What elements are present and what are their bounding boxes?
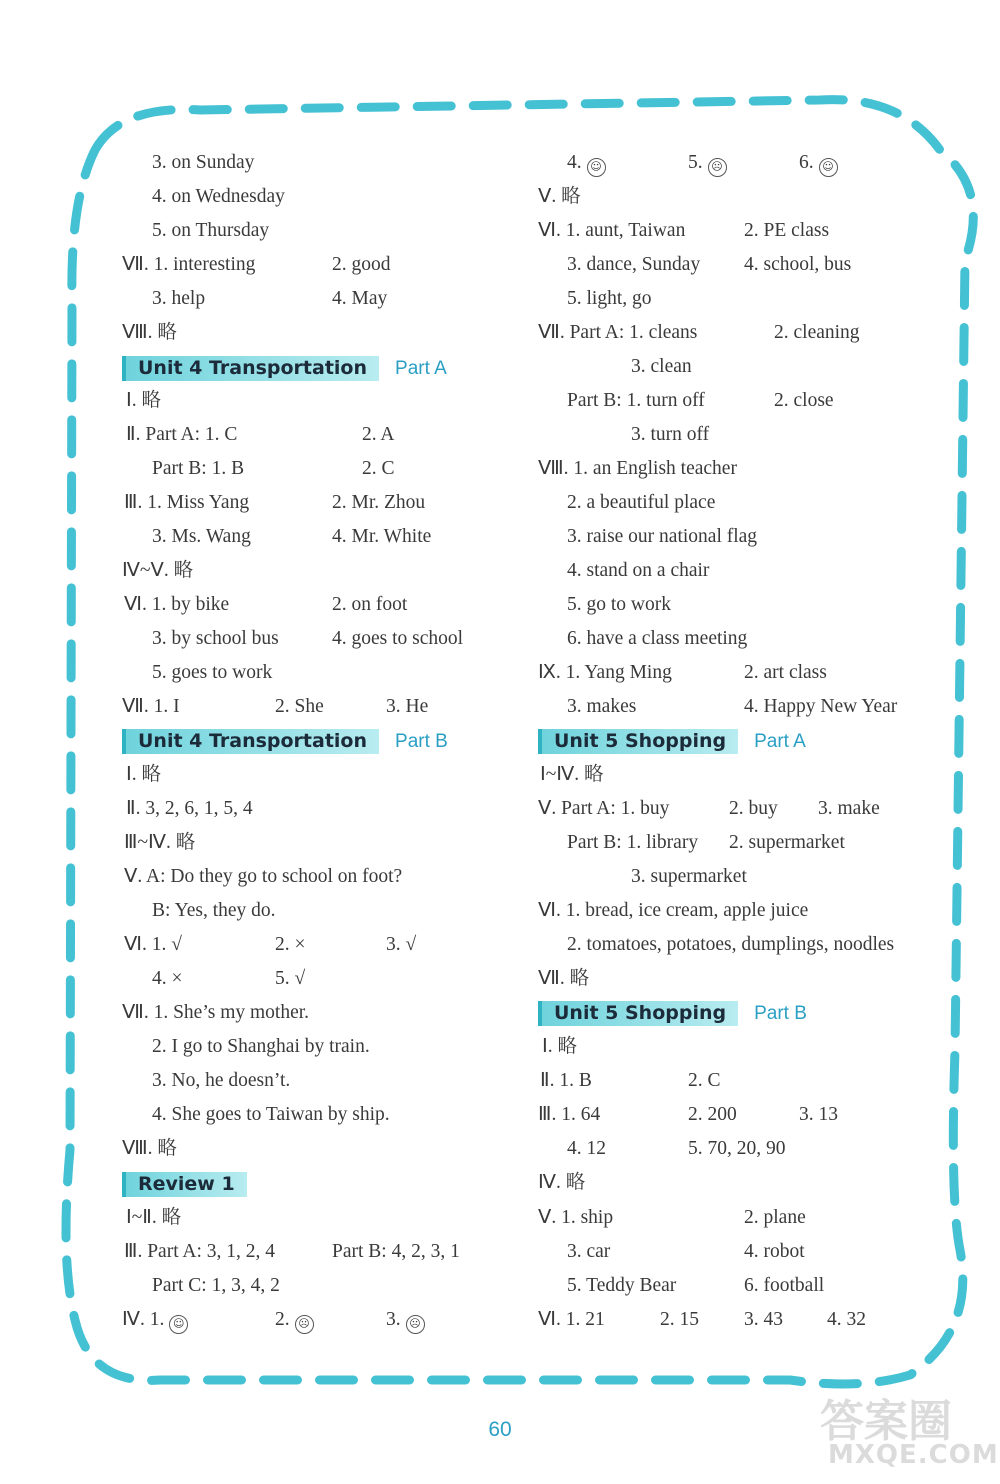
answer-line: Ⅲ~Ⅳ. 略: [124, 832, 196, 853]
answer-line: 5. on Thursday: [152, 220, 270, 241]
answer-text: 4.: [567, 152, 582, 173]
answer-line: 2. A: [362, 424, 395, 445]
answer-line: [122, 1308, 188, 1334]
section-part: Part B: [754, 1002, 807, 1024]
answer-text: 5.: [688, 152, 703, 173]
answer-line: Ⅵ. 1. 21: [538, 1309, 605, 1330]
answer-line: 4. She goes to Taiwan by ship.: [152, 1104, 390, 1125]
answer-line: 2. tomatoes, potatoes, dumplings, noodles: [567, 934, 895, 955]
answer-line: 2. good: [332, 254, 391, 275]
answer-line: 3. makes: [567, 696, 637, 717]
answer-line: 2. art class: [744, 662, 827, 683]
frown-face-icon: ☹: [406, 1315, 425, 1334]
answer-line: 4. school, bus: [744, 254, 852, 275]
answer-line: 3. He: [386, 696, 429, 717]
section-title: Review 1: [122, 1172, 247, 1197]
section-header: [538, 729, 806, 754]
answer-line: Ⅴ. A: Do they go to school on foot?: [124, 866, 403, 887]
section-title: Unit 4 Transportation: [122, 356, 379, 381]
answer-line: 3. car: [567, 1241, 611, 1262]
answer-line: Ⅶ. 1. interesting: [122, 254, 256, 275]
answer-line: Ⅵ. 1. √: [124, 934, 182, 955]
answer-line: Ⅸ. 1. Yang Ming: [538, 662, 672, 683]
section-title: Unit 5 Shopping: [538, 729, 738, 754]
answer-line: Part B: 1. turn off: [567, 390, 705, 411]
answer-line: Ⅰ. 略: [542, 1036, 578, 1057]
section-header: [122, 1172, 247, 1197]
answer-line: 4. on Wednesday: [152, 186, 285, 207]
answer-line: 4. May: [332, 288, 388, 309]
answer-line: Ⅷ. 1. an English teacher: [538, 458, 737, 479]
answer-line: 2. I go to Shanghai by train.: [152, 1036, 370, 1057]
answer-text: Ⅳ. 1.: [122, 1309, 165, 1330]
answer-line: 3. 43: [744, 1309, 783, 1330]
answer-line: Ⅴ. 略: [538, 186, 581, 207]
answer-line: Ⅰ. 略: [126, 764, 162, 785]
answer-line: 4. 12: [567, 1138, 606, 1159]
answer-line: 2. close: [774, 390, 834, 411]
answer-line: 2. PE class: [744, 220, 830, 241]
answer-line: 3. Ms. Wang: [152, 526, 251, 547]
page-number: 60: [488, 1418, 512, 1441]
answer-line: 3. turn off: [631, 424, 710, 445]
answer-text: 6.: [799, 152, 814, 173]
answer-line: 3. dance, Sunday: [567, 254, 701, 275]
answer-line: 2. Mr. Zhou: [332, 492, 426, 513]
answer-line: 3. supermarket: [631, 866, 747, 887]
answer-line: Ⅲ. 1. 64: [538, 1104, 601, 1125]
answer-line: 6. have a class meeting: [567, 628, 748, 649]
smile-face-icon: ☺: [819, 158, 838, 177]
answer-line: 5. 70, 20, 90: [688, 1138, 786, 1159]
answer-line: 5. √: [275, 968, 306, 989]
answer-line: Ⅴ. 1. ship: [538, 1207, 614, 1228]
answer-line: 4. Happy New Year: [744, 696, 898, 717]
answer-line: Ⅷ. 略: [122, 322, 177, 343]
frown-face-icon: ☹: [295, 1315, 314, 1334]
answer-line: 2. supermarket: [729, 832, 845, 853]
answer-line: Part B: 1. B: [152, 458, 245, 479]
section-header: [538, 1001, 807, 1026]
answer-line: [275, 1308, 314, 1334]
answer-line: Ⅰ. 略: [126, 390, 162, 411]
answer-line: 3. clean: [631, 356, 692, 377]
answer-line: 2. a beautiful place: [567, 492, 716, 513]
frown-face-icon: ☹: [708, 158, 727, 177]
answer-line: 2. C: [688, 1070, 721, 1091]
answer-line: 3. No, he doesn’t.: [152, 1070, 291, 1091]
answer-line: 3. √: [386, 934, 417, 955]
answer-line: Part B: 4, 2, 3, 1: [332, 1241, 460, 1262]
answer-line: 3. on Sunday: [152, 152, 255, 173]
answer-line: 4. robot: [744, 1241, 805, 1262]
watermark-url: MXQE.COM: [828, 1440, 999, 1470]
answer-line: Ⅱ. 3, 2, 6, 1, 5, 4: [126, 798, 253, 819]
answer-line: Ⅲ. Part A: 3, 1, 2, 4: [124, 1241, 276, 1262]
section-title: Unit 4 Transportation: [122, 729, 379, 754]
watermark-text: 答案圈: [820, 1396, 952, 1447]
answer-line: Ⅶ. Part A: 1. cleans: [538, 322, 698, 343]
answer-line: Part B: 1. library: [567, 832, 699, 853]
answer-text: 2.: [275, 1309, 290, 1330]
watermark-logo: [820, 1385, 999, 1480]
answer-line: Ⅵ. 1. bread, ice cream, apple juice: [538, 900, 809, 921]
smile-face-icon: ☺: [169, 1315, 188, 1334]
answer-line: Ⅷ. 略: [122, 1138, 177, 1159]
answer-line: Ⅵ. 1. aunt, Taiwan: [538, 220, 686, 241]
answer-line: 2. cleaning: [774, 322, 860, 343]
answer-line: 5. goes to work: [152, 662, 273, 683]
section-part: Part A: [754, 730, 806, 752]
answer-line: Ⅲ. 1. Miss Yang: [124, 492, 250, 513]
answer-line: 2. She: [275, 696, 324, 717]
answer-line: 2. 200: [688, 1104, 737, 1125]
answer-line: 2. plane: [744, 1207, 806, 1228]
answer-line: Part C: 1, 3, 4, 2: [152, 1275, 280, 1296]
answer-line: 4. 32: [827, 1309, 866, 1330]
answer-line: Ⅳ~Ⅴ. 略: [122, 560, 194, 581]
answer-line: 2. on foot: [332, 594, 408, 615]
answer-line: B: Yes, they do.: [152, 900, 276, 921]
section-part: Part B: [395, 730, 448, 752]
section-header: [122, 729, 448, 754]
answer-line: [567, 151, 606, 177]
answer-line: [688, 151, 727, 177]
answer-line: 5. light, go: [567, 288, 652, 309]
answer-line: 4. stand on a chair: [567, 560, 710, 581]
answer-text: 3.: [386, 1309, 401, 1330]
answer-line: Ⅶ. 1. She’s my mother.: [122, 1002, 310, 1023]
section-header: [122, 356, 447, 381]
answer-line: [799, 151, 838, 177]
answer-line: 3. help: [152, 288, 206, 309]
section-part: Part A: [395, 357, 447, 379]
answer-line: 2. buy: [729, 798, 778, 819]
answer-line: Ⅵ. 1. by bike: [124, 594, 230, 615]
smile-face-icon: ☺: [587, 158, 606, 177]
answer-line: 5. Teddy Bear: [567, 1275, 677, 1296]
answer-line: Ⅰ~Ⅳ. 略: [540, 764, 604, 785]
answer-line: 5. go to work: [567, 594, 671, 615]
answer-line: 3. 13: [799, 1104, 838, 1125]
answer-line: Ⅶ. 略: [538, 968, 590, 989]
answer-line: 4. Mr. White: [332, 526, 432, 547]
answer-line: 2. ×: [275, 934, 306, 955]
answer-line: Ⅱ. 1. B: [540, 1070, 592, 1091]
section-title: Unit 5 Shopping: [538, 1001, 738, 1026]
answer-line: 6. football: [744, 1275, 825, 1296]
answer-line: 3. make: [818, 798, 880, 819]
answer-line: Ⅳ. 略: [538, 1172, 586, 1193]
answer-line: 2. C: [362, 458, 395, 479]
answer-line: [386, 1308, 425, 1334]
answer-line: Ⅶ. 1. I: [122, 696, 180, 717]
answer-line: 4. goes to school: [332, 628, 464, 649]
answer-line: 4. ×: [152, 968, 183, 989]
answer-line: 3. by school bus: [152, 628, 279, 649]
answer-line: 3. raise our national flag: [567, 526, 758, 547]
answer-line: Ⅱ. Part A: 1. C: [126, 424, 238, 445]
answer-line: 2. 15: [660, 1309, 699, 1330]
answer-line: Ⅰ~Ⅱ. 略: [126, 1207, 182, 1228]
answer-line: Ⅴ. Part A: 1. buy: [538, 798, 670, 819]
